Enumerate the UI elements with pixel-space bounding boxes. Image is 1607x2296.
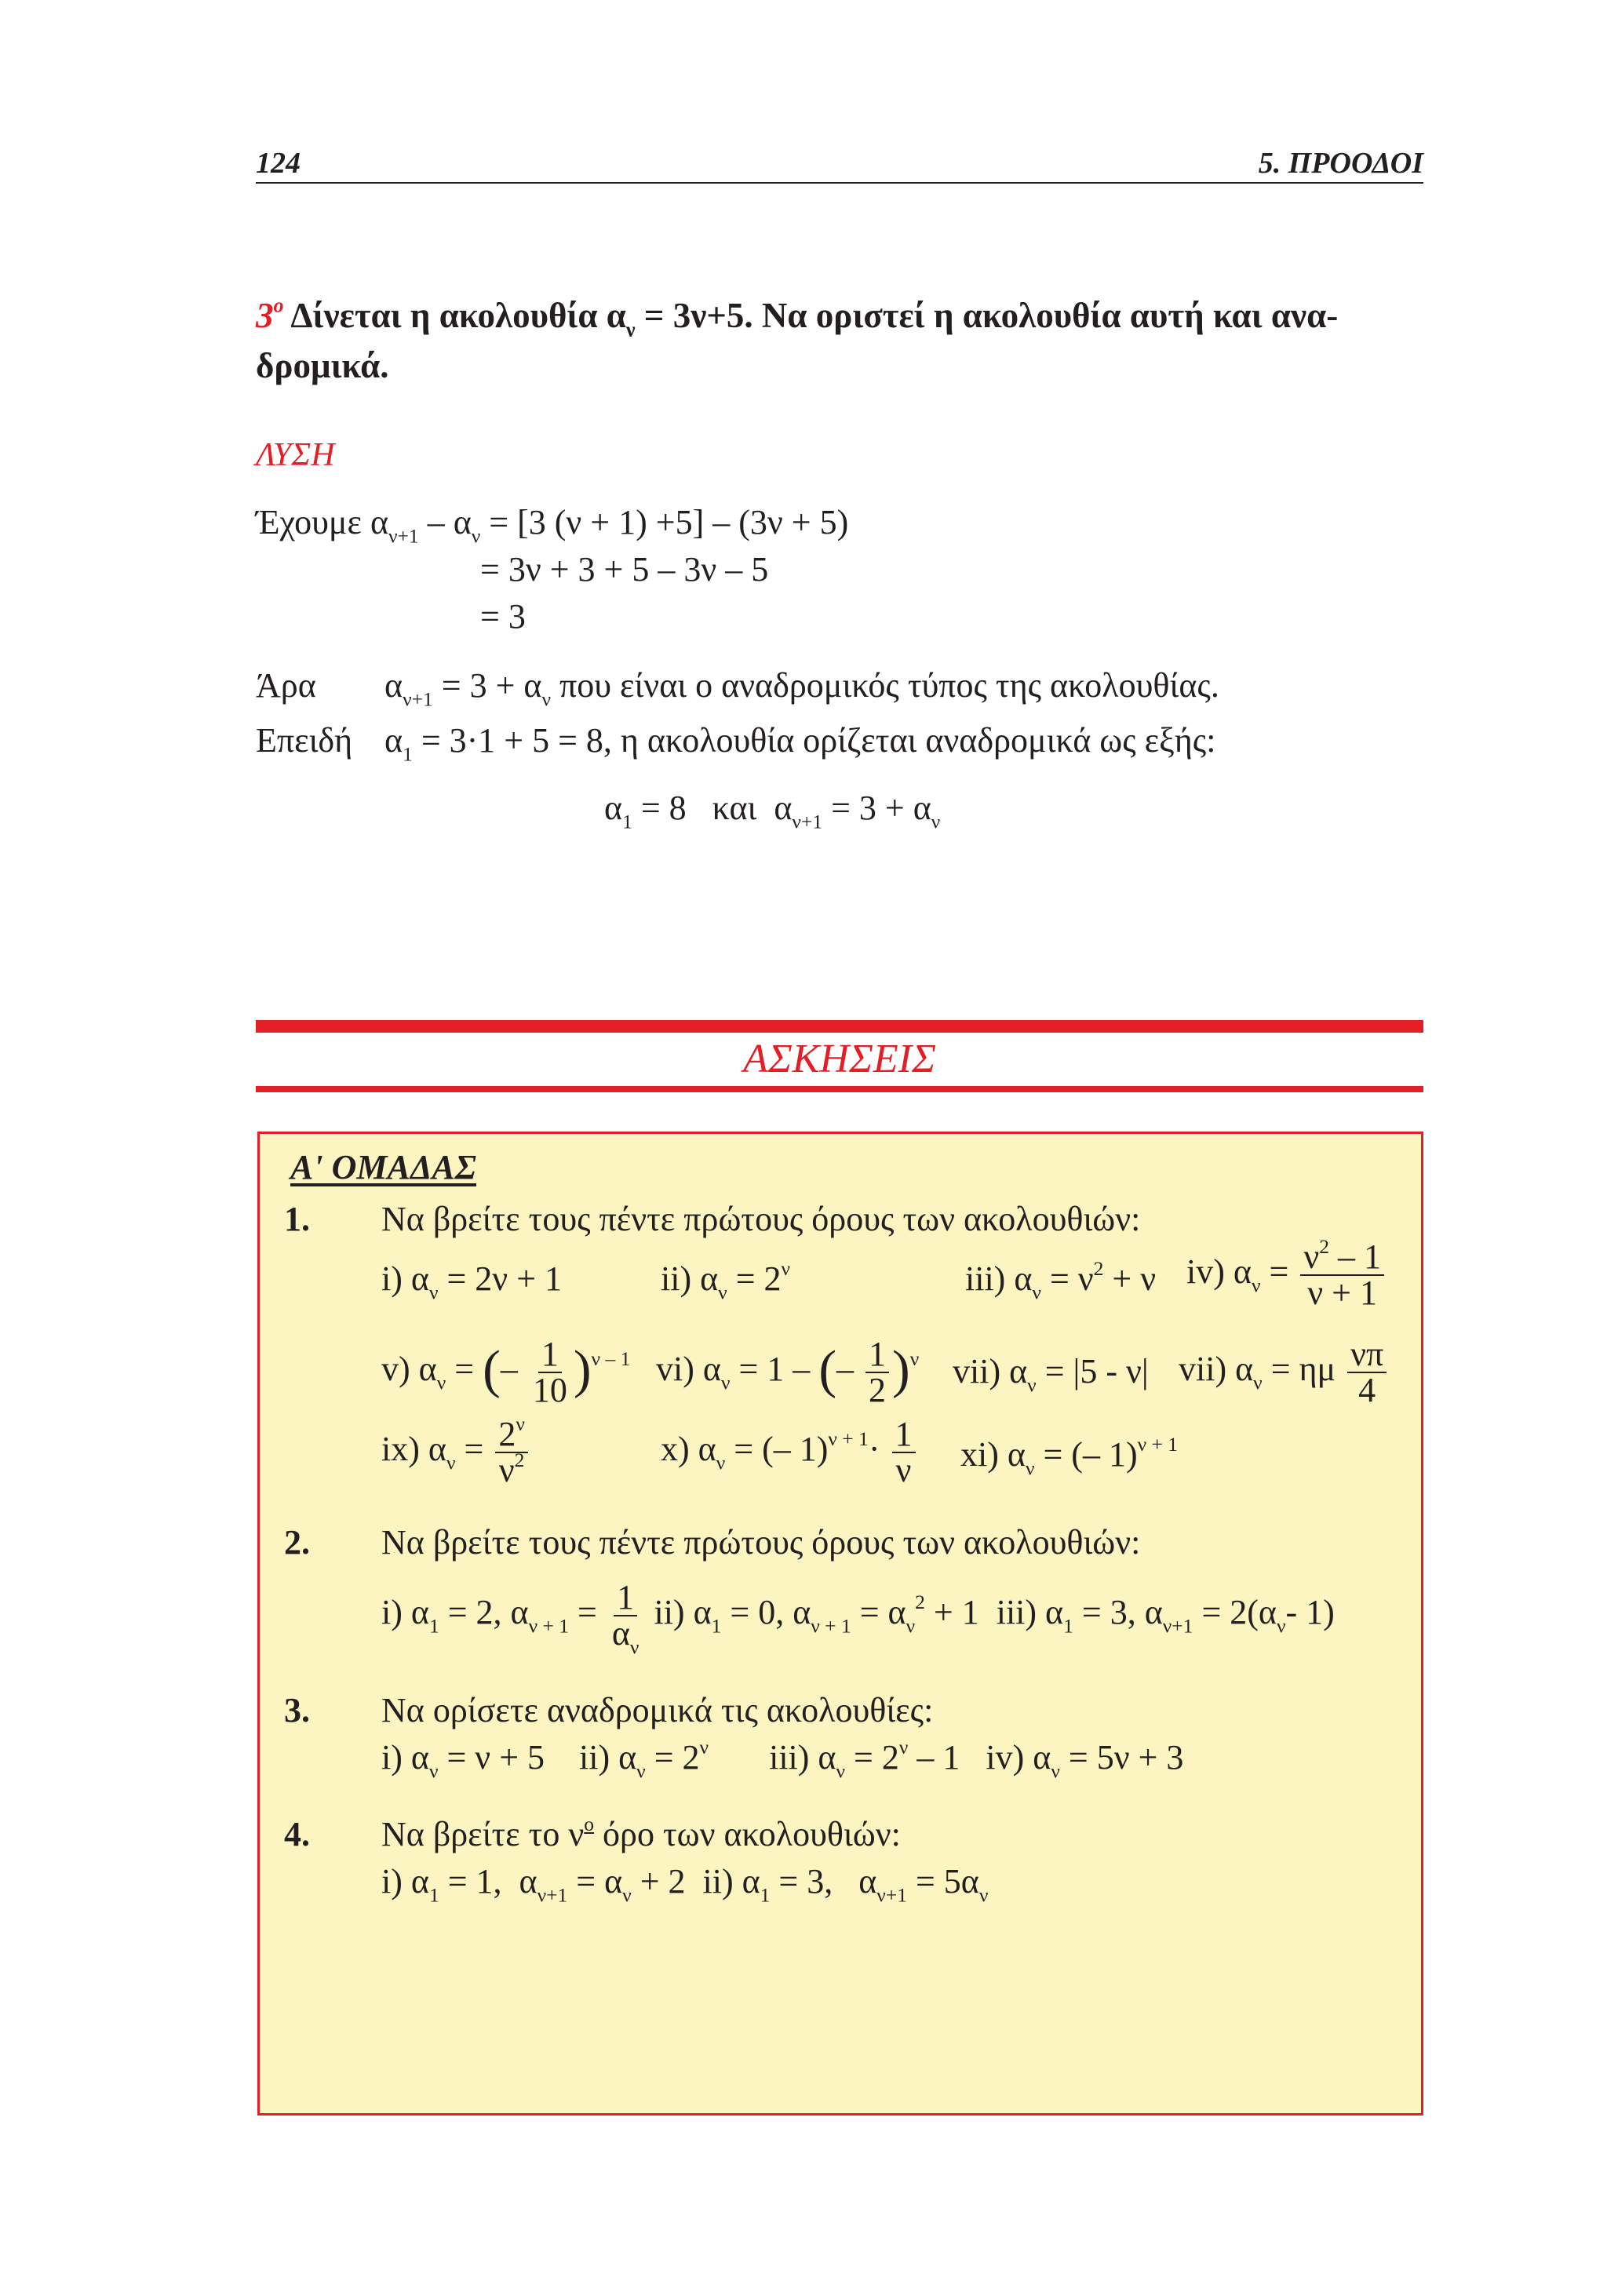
formula-1-i: i) $\alpha_\nu = 2\nu + 1$ bbox=[381, 1259, 563, 1304]
exercise-text: Να βρείτε τους πέντε πρώτους όρους των ακολουθιών: bbox=[381, 1200, 1141, 1238]
solution-title: ΛΥΣΗ bbox=[256, 437, 335, 473]
exercise-number: 1. bbox=[284, 1200, 310, 1238]
formula-1-ix: ix) $\alpha_\nu$ = $\frac{2^\nu}{\nu^2}$ bbox=[381, 1417, 531, 1488]
exercise-text: Να ορίσετε αναδρομικά τις ακολουθίες: bbox=[381, 1691, 934, 1729]
formula-1-x: x) $\alpha_\nu$ = (– 1)$^{\nu + 1}$· $\frac{1}{\nu}$ bbox=[661, 1417, 919, 1488]
exercises-bar-top bbox=[256, 1020, 1423, 1033]
formula-1-v: v) $\alpha_\nu$ = (– $\frac{1}{10}$ )$^{\nu - 1}$ bbox=[381, 1335, 631, 1409]
exercise-number: 3. bbox=[284, 1691, 310, 1729]
group-title: Α' ΟΜΑΔΑΣ bbox=[290, 1148, 476, 1186]
header-rule bbox=[256, 182, 1423, 184]
solution-line-5-formula: $\alpha_1 = 3\cdot 1 + 5 = 8$, η ακολουθία ορίζεται αναδρομικά ως εξής: bbox=[384, 721, 1216, 766]
formula-1-viii: vii) $\alpha_\nu = \eta\mu$ $\frac{\nu\pi}{4}$ bbox=[1179, 1337, 1390, 1408]
solution-line-4-formula: $\alpha_{\nu+1} = 3 + \alpha_\nu$ που είναι ο αναδρομικός τύπος της ακολουθίας. bbox=[384, 666, 1219, 711]
formula-1-iv: iv) $\alpha_\nu$ = $\frac{\nu^2 - 1}{\nu + 1}$ bbox=[1186, 1240, 1387, 1310]
solution-recursive-definition: $\alpha_1 = 8$ και $\alpha_{\nu+1} = 3 + \alpha_\nu$ bbox=[604, 789, 941, 833]
example-statement: $3^o$ Δίνεται η ακολουθία $\alpha_\nu = 3\nu+5$. Να οριστεί η ακολουθία αυτή και ανα- δρομικά. bbox=[256, 293, 1339, 385]
formula-1-vi: vi) $\alpha_\nu = 1$ – (– $\frac{1}{2}$ )$^\nu$ bbox=[656, 1335, 920, 1409]
solution-line-5: Επειδή bbox=[256, 721, 353, 760]
solution-line-1: Έχουμε $\alpha_{\nu+1} - \alpha_\nu = [3$ (ν + 1) +5] – (3ν + 5) bbox=[256, 503, 849, 548]
chapter-title: 5. ΠΡΟΟΔΟΙ bbox=[1258, 147, 1423, 180]
formulas-3: i) $\alpha_\nu = \nu + 5$ ii) $\alpha_\nu = 2^\nu$ iii) $\alpha_\nu = 2^\nu - 1$ iv) $\alpha_\nu = 5\nu + 3$ bbox=[381, 1735, 1184, 1783]
exercises-title: ΑΣΚΗΣΕΙΣ bbox=[743, 1037, 936, 1081]
formula-1-iii: iii) $\alpha_\nu = \nu^2 + \nu$ bbox=[965, 1256, 1157, 1304]
solution-line-4: Άρα bbox=[256, 666, 316, 705]
formula-1-xi: xi) $\alpha_\nu$ = (– 1)$^{\nu + 1}$ bbox=[960, 1432, 1179, 1480]
formula-1-ii: ii) $\alpha_\nu = 2^\nu$ bbox=[661, 1256, 791, 1304]
formulas-2: i) $\alpha_1 = 2$, $\alpha_{\nu + 1}$ = $\frac{1}{\alpha_\nu}$ ii) $\alpha_1 = 0$, $\alpha_{\nu + 1} = \alpha_\nu^2 + 1$ iii) $\alpha_1 = 3$, $\alpha_{\nu+1} = 2(\alpha_\nu-$ 1) bbox=[381, 1578, 1335, 1659]
exercises-bar-bottom bbox=[256, 1086, 1423, 1092]
page-number: 124 bbox=[256, 147, 301, 180]
solution-line-3: = 3 bbox=[480, 597, 526, 636]
formula-1-vii: vii) $\alpha_\nu = |5 - \nu|$ bbox=[953, 1352, 1149, 1397]
solution-line-2: = 3ν + 3 + 5 – 3ν – 5 bbox=[480, 550, 769, 589]
example-number: $3^o$ bbox=[256, 293, 284, 335]
exercise-number: 4. bbox=[284, 1815, 310, 1853]
exercise-text: Να βρείτε το $\nu^o$ όρο των ακολουθιών: bbox=[381, 1812, 901, 1853]
exercise-text: Να βρείτε τους πέντε πρώτους όρους των ακολουθιών: bbox=[381, 1523, 1141, 1562]
exercise-number: 2. bbox=[284, 1523, 310, 1562]
formulas-4: i) $\alpha_1 = 1$, $\alpha_{\nu+1} = \alpha_\nu + 2$ ii) $\alpha_1 = 3$, $\alpha_{\nu+1} = 5\alpha_\nu$ bbox=[381, 1862, 989, 1907]
